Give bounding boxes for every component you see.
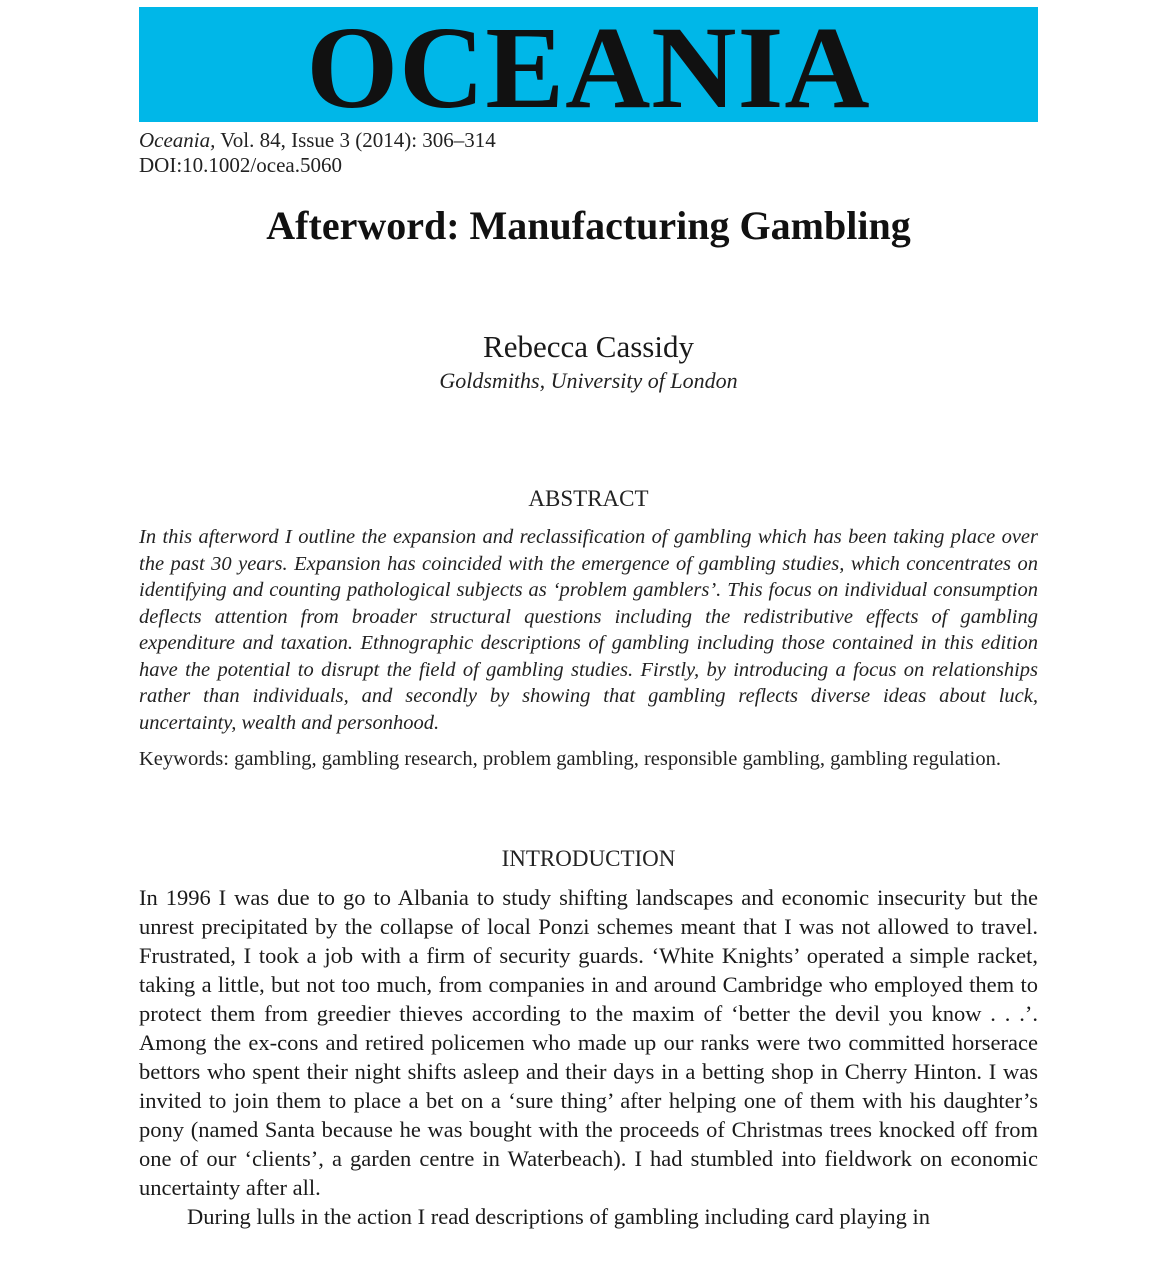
volume-issue: Vol. 84, Issue 3 (2014): 306–314 — [215, 128, 496, 152]
introduction-heading: INTRODUCTION — [501, 845, 676, 871]
journal-logo: OCEANIA — [306, 7, 871, 122]
keywords: Keywords: gambling, gambling research, problem gambling, responsible gambling, gambling regulation. — [139, 748, 1001, 770]
citation-block — [139, 128, 1038, 178]
citation-line — [139, 128, 1038, 153]
author-affiliation: Goldsmiths, University of London — [439, 368, 738, 393]
abstract-heading: ABSTRACT — [528, 486, 649, 511]
author-name: Rebecca Cassidy — [483, 329, 694, 364]
journal-name: Oceania, — [139, 128, 216, 152]
article-page — [139, 7, 1038, 1231]
introduction-body — [139, 883, 1038, 1231]
body-paragraph: During lulls in the action I read descriptions of gambling including card playing in — [187, 1203, 930, 1229]
article-title: Afterword: Manufacturing Gambling — [266, 203, 911, 248]
body-paragraph: In 1996 I was due to go to Albania to study shifting landscapes and economic insecurity but the unrest precipitated by the collapse of local Ponzi schemes meant that I was not allowed to travel. Frustrated, I took a job with a firm of security guards. ‘White Knights’ operated a simple racket, taking a little, but not too much, from companies in and around Cambridge who employed them to protect them from greedier thieves according to the maxim of ‘better the devil you know . . .’. Among the ex-cons and retired policemen who made up our ranks were two committed horserace bettors who spent their night shifts asleep and their days in a betting shop in Cherry Hinton. I was invited to join them to place a bet on a ‘sure thing’ after helping one of them with his daughter’s pony (named Santa because he was bought with the proceeds of Christmas trees knocked off from one of our ‘clients’, a garden centre in Waterbeach). I had stumbled into fieldwork on economic uncertainty after all. — [139, 884, 1038, 1200]
doi: DOI:10.1002/ocea.5060 — [139, 153, 342, 177]
abstract-text: In this afterword I outline the expansion and reclassification of gambling which has been taking place over the past 30 years. Expansion has coincided with the emergence of gambling studies, which concentrates on identifying and counting pathological subjects as ‘problem gamblers’. This focus on individual consumption deflects attention from broader structural questions including the redistributive effects of gambling expenditure and taxation. Ethnographic descriptions of gambling including those contained in this edition have the potential to disrupt the field of gambling studies. Firstly, by introducing a focus on relationships rather than individuals, and secondly by showing that gambling reflects diverse ideas about luck, uncertainty, wealth and personhood. — [139, 526, 1038, 734]
journal-banner — [139, 7, 1038, 122]
